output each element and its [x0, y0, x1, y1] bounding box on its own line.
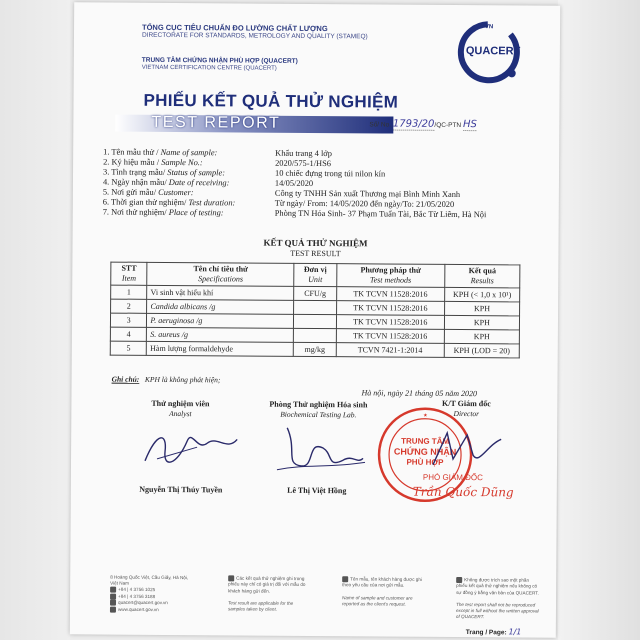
- report-number: [369, 118, 477, 130]
- cell-item: 5: [110, 341, 146, 355]
- analyst-title: Thử nghiệm viên: [151, 398, 210, 409]
- director-prefix: K/T: [442, 398, 456, 408]
- info-label-vn: 2. Ký hiệu mẫu /: [103, 157, 160, 167]
- stamp-line-1: TRUNG TÂM: [401, 436, 450, 446]
- report-no-label: Số/ No.: [369, 121, 392, 129]
- footer-tel: +84 | 4 3756 1025: [110, 587, 190, 594]
- cell-method: TK TCVN 11528:2016: [336, 301, 444, 316]
- info-value: 10 chiếc đựng trong túi nilon kín: [274, 168, 386, 179]
- lab-signature-icon: [267, 420, 367, 475]
- table-row: [110, 341, 519, 358]
- report-no-hand: HS: [462, 119, 477, 131]
- footer-note-1: Các kết quả thử nghiệm ghi trong phiếu này chỉ có giá trị đối với mẫu do khách hàng gửi đến. Test result are applicable for the samples taken by client.: [227, 575, 306, 612]
- cell-item: 2: [111, 299, 147, 313]
- info-label-en: Date of receiving:: [168, 177, 230, 188]
- cell-result: KPH: [444, 329, 519, 344]
- results-title-en: TEST RESULT: [290, 248, 341, 259]
- cell-item: 4: [110, 327, 146, 341]
- cell-result: KPH (< 1,0 x 10¹): [445, 287, 520, 302]
- footer-note-2: Tên mẫu, tên khách hàng được ghi theo yêu cầu của nơi gửi mẫu. Name of sample and customer are reported as the client's request.: [342, 576, 422, 607]
- col-header-result: Kết quả Results: [445, 264, 520, 288]
- results-table: [110, 262, 521, 359]
- info-label-en: Customer:: [158, 187, 194, 198]
- cell-method: TK TCVN 11528:2016: [336, 315, 444, 330]
- cell-unit: [294, 328, 337, 342]
- cell-method: TK TCVN 11528:2016: [336, 329, 444, 344]
- cell-spec: S. aureus /g: [147, 327, 294, 342]
- cell-spec: Vi sinh vật hiếu khí: [147, 285, 294, 300]
- cell-spec: Hàm lượng formaldehyde: [147, 341, 294, 356]
- director-title-vn: Giám đốc: [457, 398, 491, 409]
- results-title-vn: KẾT QUẢ THỬ NGHIỆM: [263, 237, 368, 249]
- analyst-signature-icon: [137, 421, 247, 472]
- info-value: 2020/575-1/HS6: [275, 158, 331, 169]
- page-label: Trang / Page:: [465, 629, 507, 637]
- note: [112, 375, 221, 385]
- cell-unit: [294, 300, 337, 314]
- report-title-en: TEST REPORT: [151, 113, 281, 132]
- sample-info: [103, 148, 543, 221]
- cell-unit: CFU/g: [294, 286, 337, 300]
- info-value: Phòng TN Hóa Sinh- 37 Phạm Tuấn Tài, Bắc Từ Liêm, Hà Nội: [274, 208, 487, 220]
- info-label-en: Status of sample:: [167, 167, 226, 178]
- report-title-vn: PHIẾU KẾT QUẢ THỬ NGHIỆM: [143, 90, 399, 112]
- lab-head-name: Lê Thị Việt Hồng: [287, 485, 347, 496]
- footer-contact: [110, 575, 190, 614]
- lab-subtitle: Biochemical Testing Lab.: [280, 409, 357, 420]
- note-text: KPH là không phát hiện;: [144, 374, 221, 385]
- cell-spec: P. aeruginosa /g: [147, 313, 294, 328]
- info-value: Khẩu trang 4 lớp: [275, 148, 332, 159]
- info-label-vn: 1. Tên mẫu thử /: [103, 147, 159, 157]
- cell-item: 1: [111, 285, 147, 299]
- analyst-subtitle: Analyst: [169, 408, 192, 419]
- org-name-vn: TỔNG CỤC TIÊU CHUẨN ĐO LƯỜNG CHẤT LƯỢNG: [142, 22, 328, 34]
- org-name-en: DIRECTORATE FOR STANDARDS, METROLOGY AND QUALITY (STAMEQ): [141, 32, 368, 41]
- info-value: 14/05/2020: [274, 178, 314, 188]
- vice-director-title: PHÓ GIÁM ĐỐC: [422, 472, 483, 483]
- footer-email: quacert@quacert.gov.vn: [110, 600, 190, 607]
- cell-unit: mg/kg: [293, 342, 336, 356]
- header-centre: [142, 57, 298, 74]
- email-icon: [110, 600, 116, 606]
- info-value: Từ ngày/ From: 14/05/2020 đến ngày/To: 21/05/2020: [274, 198, 455, 209]
- fax-icon: [110, 593, 116, 599]
- cell-method: TK TCVN 11528:2016: [336, 287, 444, 302]
- lab-title: Phòng Thử nghiệm Hóa sinh: [269, 399, 368, 410]
- info-label-en: Sample No.:: [161, 157, 203, 168]
- info-label-vn: 7. Nơi thử nghiệm/: [102, 207, 167, 217]
- col-header-unit: Đơn vị Unit: [294, 263, 337, 286]
- col-header-spec: Tên chỉ tiêu thử Specifications: [147, 262, 294, 286]
- analyst-name: Nguyễn Thị Thúy Tuyền: [139, 484, 223, 495]
- report-no-value: 1793/20: [392, 118, 435, 130]
- background-left: [0, 0, 70, 640]
- cell-result: KPH: [444, 315, 519, 330]
- footer-note-3: Không được trích sao một phần phiếu kết quả thử nghiệm nếu không có sự đồng ý bằng văn bản của QUACERT. The test report shall not be reproduced except in full without the written approval of QUACERT.: [455, 577, 539, 620]
- info-label-en: Test duration:: [188, 198, 236, 208]
- cell-method: TCVN 7421-1:2014: [336, 343, 444, 358]
- vice-director-name: Trần Quốc Dũng: [412, 484, 514, 500]
- report-no-suffix: /QC-PTN: [434, 121, 462, 130]
- logo-text: QUACERT: [465, 45, 521, 58]
- results-header-row: [111, 262, 520, 288]
- logo-small-text: VN: [484, 24, 494, 31]
- footer: [110, 574, 540, 620]
- cell-unit: [294, 314, 337, 328]
- info-label-en: Place of testing:: [168, 207, 224, 218]
- col-header-item: STT Item: [111, 262, 148, 285]
- note-label: Ghi chú:: [111, 374, 140, 384]
- footer-fax: +84 | 4 3756 3188: [110, 593, 190, 600]
- info-label-en: Name of sample:: [160, 147, 218, 158]
- col-header-method: Phương pháp thử Test methods: [336, 264, 444, 288]
- footer-address: 8 Hoàng Quốc Việt, Cầu Giấy, Hà Nội, Việt Nam: [110, 574, 189, 586]
- page-value: 1/1: [508, 627, 522, 637]
- info-label-vn: 4. Ngày nhận mẫu/: [102, 177, 167, 187]
- info-row: [103, 208, 543, 221]
- cell-result: KPH (LOD = 20): [444, 343, 519, 358]
- cell-spec: Candida albicans /g: [147, 299, 294, 314]
- svg-text:★: ★: [423, 412, 428, 419]
- header-organization: [142, 23, 368, 42]
- page-number: [466, 627, 522, 636]
- info-value: Công ty TNHH Sản xuất Thương mại Bình Minh Xanh: [274, 188, 461, 200]
- cell-item: 3: [110, 313, 146, 327]
- cell-result: KPH: [444, 301, 519, 316]
- background-right: [558, 0, 640, 640]
- stamp-line-3: PHÙ HỢP: [406, 457, 444, 467]
- test-report-document: [70, 2, 560, 637]
- info-label-vn: 6. Thời gian thử nghiệm/: [102, 197, 187, 208]
- issue-date: Hà nội, ngày 21 tháng 05 năm 2020: [361, 388, 478, 399]
- centre-name-en: VIETNAM CERTIFICATION CENTRE (QUACERT): [141, 65, 277, 73]
- director-signature-icon: [427, 425, 507, 476]
- footer-web: www.quacert.gov.vn: [110, 606, 190, 613]
- phone-icon: [110, 587, 116, 593]
- director-subtitle: Director: [453, 408, 480, 419]
- info-label-vn: 3. Tình trạng mẫu/: [102, 167, 166, 177]
- info-label-vn: 5. Nơi gửi mẫu/: [102, 187, 157, 197]
- web-icon: [110, 606, 116, 612]
- stamp-line-2: CHỨNG NHẬN: [393, 446, 457, 457]
- centre-name-vn: TRUNG TÂM CHỨNG NHẬN PHÙ HỢP (QUACERT): [141, 56, 298, 65]
